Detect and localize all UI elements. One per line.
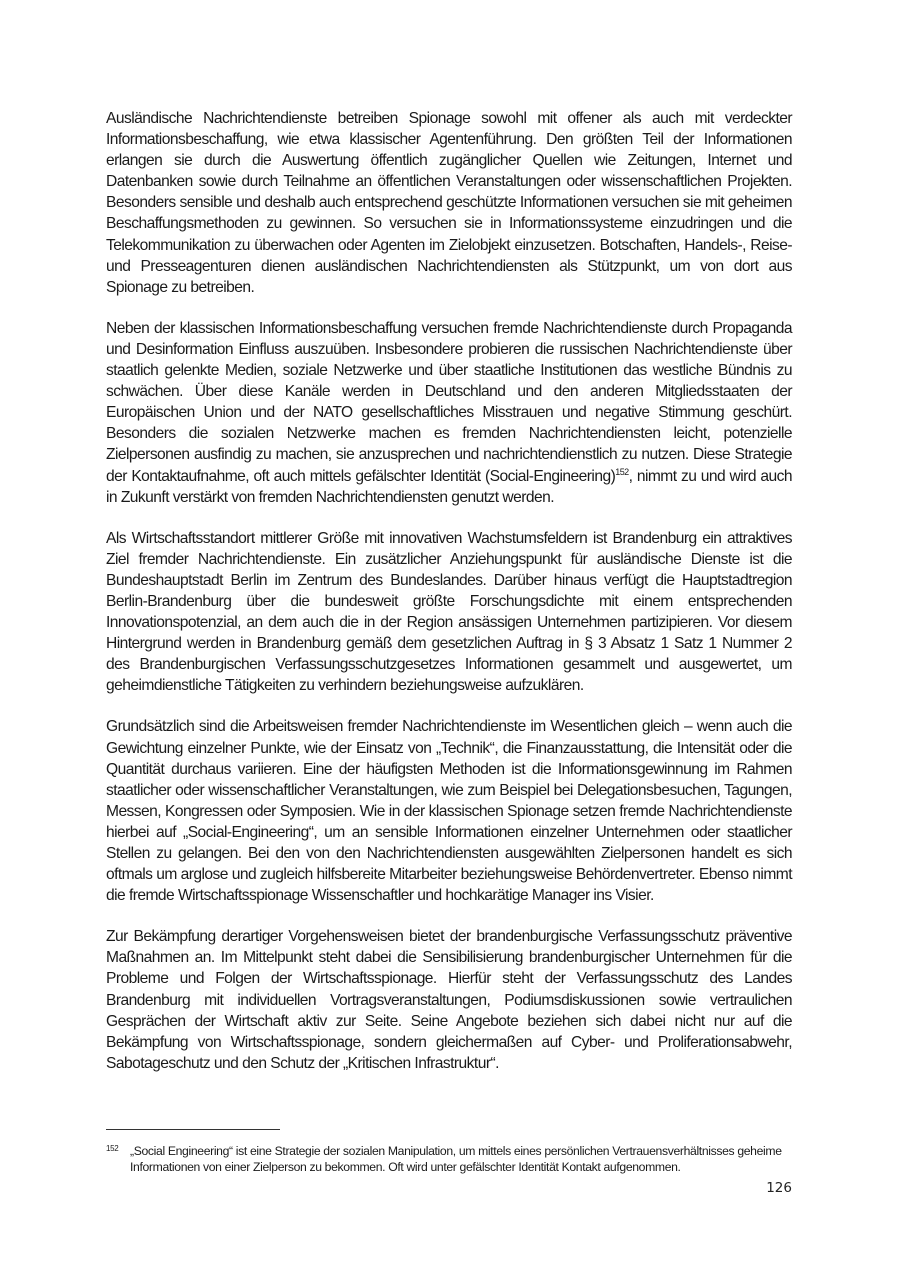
paragraph-foreign-intelligence-methods: Ausländische Nachrichtendienste betreiben Spionage sowohl mit offener als auch mit verdeckter Informationsbeschaffung, wie etwa klassischer Agentenführung. Den größten Teil der Informationen erlangen sie durch die Auswertung öffentlich zugänglicher Quellen wie Zeitungen, Internet und Datenbanken sowie durch Teilnahme an öffentlichen Veranstaltungen oder wissenschaftlichen Projekten. Besonders sensible und deshalb auch entsprechend geschützte Informationen versuchen sie mit geheimen Beschaffungsmethoden zu gewinnen. So versuchen sie in Informationssysteme einzudringen und die Telekommunikation zu überwachen oder Agenten im Zielobjekt einzusetzen. Botschaften, Handels-, Reise- und Presseagenturen dienen ausländischen Nachrichtendiensten als Stützpunkt, um von dort aus Spionage zu betreiben. <box>106 110 792 296</box>
footnote <box>106 1143 796 1176</box>
paragraph-text-after-footnote: , nimmt zu und wird auch in Zukunft verstärkt von fremden Nachrichtendiensten genutzt werden. <box>106 467 792 506</box>
footnote-text: „Social Engineering“ ist eine Strategie der sozialen Manipulation, um mittels eines persönlichen Vertrauensverhältnisses geheime Informationen von einer Zielperson zu bekommen. Oft wird unter gefälschter Identität Kontakt aufgenommen. <box>130 1144 782 1175</box>
paragraph-brandenburg-target: Als Wirtschaftsstandort mittlerer Größe mit innovativen Wachstumsfeldern ist Brandenburg ein attraktives Ziel fremder Nachrichtendienste. Ein zusätzlicher Anziehungspunkt für ausländische Dienste ist die Bundeshauptstadt Berlin im Zentrum des Bundeslandes. Darüber hinaus verfügt die Hauptstadtregion Berlin-Brandenburg über die bundesweit größte Forschungsdichte mit einem entsprechenden Innovationspotenzial, an dem auch die in der Region ansässigen Unternehmen partizipieren. Vor diesem Hintergrund werden in Brandenburg gemäß dem gesetzlichen Auftrag in § 3 Absatz 1 Satz 1 Nummer 2 des Brandenburgischen Verfassungsschutzgesetzes Informationen gesammelt und ausgewertet, um geheimdienstliche Tätigkeiten zu verhindern beziehungsweise aufzuklären. <box>106 529 792 695</box>
footnote-reference[interactable]: 152 <box>615 466 629 477</box>
paragraph-prevention-measures: Zur Bekämpfung derartiger Vorgehensweisen bietet der brandenburgische Verfassungsschutz präventive Maßnahmen an. Im Mittelpunkt steht dabei die Sensibilisierung brandenburgischer Unternehmen für die Probleme und Folgen der Wirtschaftsspionage. Hierfür steht der Verfassungsschutz des Landes Brandenburg mit individuellen Vortragsveranstaltungen, Podiumsdiskussionen sowie vertraulichen Gesprächen der Wirtschaft aktiv zur Seite. Seine Angebote beziehen sich dabei nicht nur auf die Bekämpfung von Wirtschaftsspionage, sondern gleichermaßen auf Cyber- und Proliferationsabwehr, Sabotageschutz und den Schutz der „Kritischen Infrastruktur“. <box>106 928 792 1072</box>
paragraph-text-before-footnote: Neben der klassischen Informationsbeschaffung versuchen fremde Nachrichtendienste durch Propaganda und Desinformation Einfluss auszuüben. Insbesondere probieren die russischen Nachrichtendienste über staatlich gelenkte Medien, soziale Netzwerke und über staatliche Institutionen das westliche Bündnis zu schwächen. Über diese Kanäle werden in Deutschland und den anderen Mitgliedsstaaten der Europäischen Union und der NATO gesellschaftliches Misstrauen und negative Stimmung geschürt. Besonders die sozialen Netzwerke machen es fremden Nachrichtendiensten leicht, potenzielle Zielpersonen ausfindig zu machen, sie anzusprechen und nachrichtendienstlich zu nutzen. Diese Strategie der Kontaktaufnahme, oft auch mittels gefälschter Identität (Social-Engineering) <box>106 319 792 485</box>
body-text <box>106 108 792 1094</box>
footnote-separator <box>106 1129 280 1130</box>
footnote-number: 152 <box>106 1144 119 1153</box>
paragraph-propaganda-disinformation <box>106 318 792 508</box>
page-number: 126 <box>766 1180 792 1196</box>
paragraph-working-methods: Grundsätzlich sind die Arbeitsweisen fremder Nachrichtendienste im Wesentlichen gleich – wenn auch die Gewichtung einzelner Punkte, wie der Einsatz von „Technik“, die Finanzausstattung, die Intensität oder die Quantität durchaus variieren. Eine der häufigsten Methoden ist die Informationsgewinnung im Rahmen staatlicher oder wissenschaftlicher Veranstaltungen, wie zum Beispiel bei Delegationsbesuchen, Tagungen, Messen, Kongressen oder Symposien. Wie in der klassischen Spionage setzen fremde Nachrichtendienste hierbei auf „Social-Engineering“, um an sensible Informationen einzelner Unternehmen oder staatlicher Stellen zu gelangen. Bei den von den Nachrichtendiensten ausgewählten Zielpersonen handelt es sich oftmals um arglose und zugleich hilfsbereite Mitarbeiter beziehungsweise Behördenvertreter. Ebenso nimmt die fremde Wirtschaftsspionage Wissenschaftler und hochkarätige Manager ins Visier. <box>106 718 792 905</box>
